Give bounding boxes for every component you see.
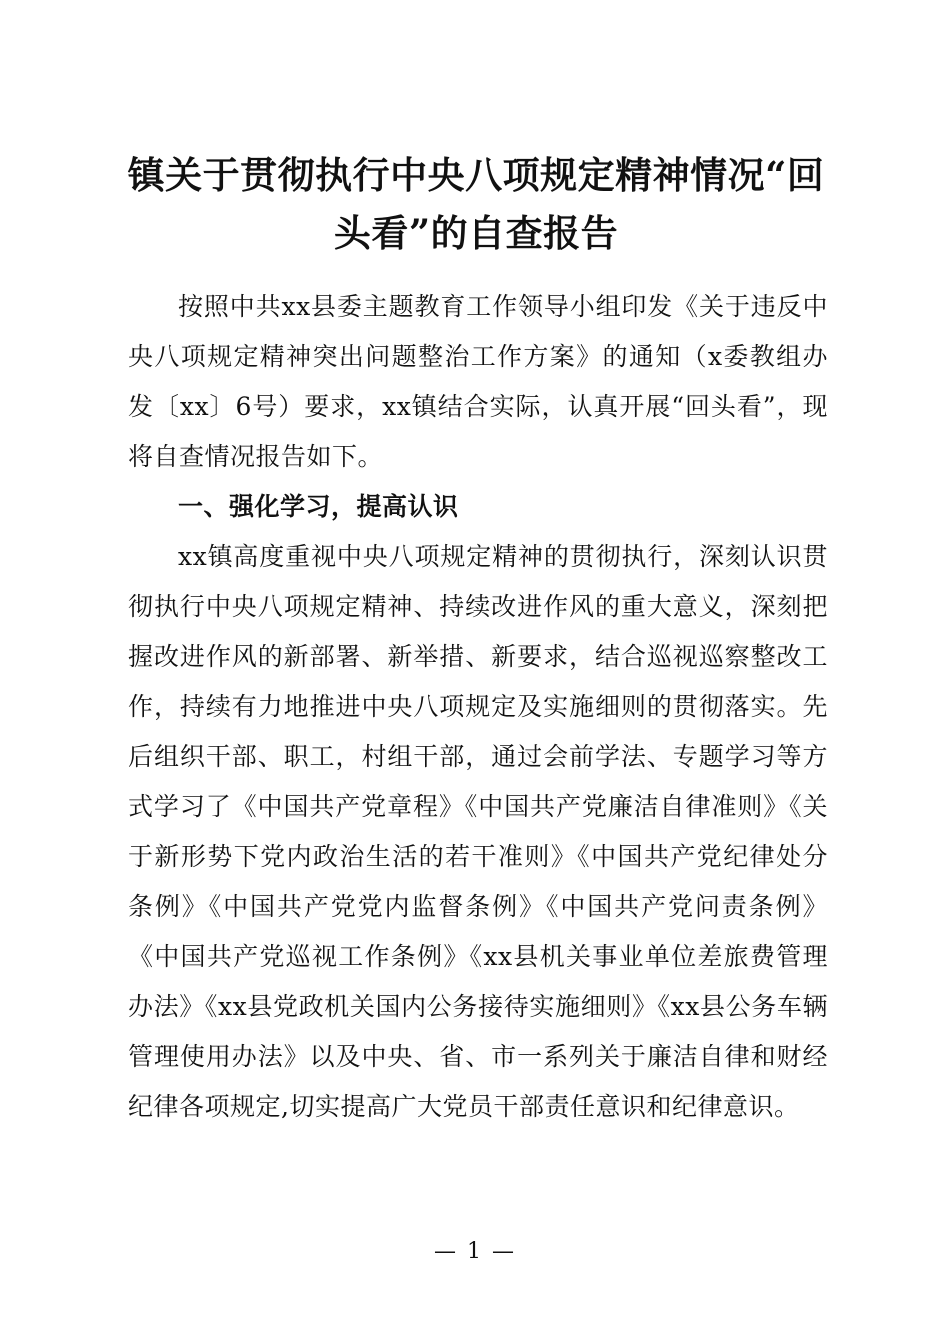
document-title: 镇关于贯彻执行中央八项规定精神情况“回头看”的自查报告 [127, 153, 825, 255]
document-body [128, 282, 828, 1132]
section-heading-1: 一、强化学习，提高认识 [178, 492, 459, 521]
section-paragraph-1: xx镇高度重视中央八项规定精神的贯彻执行，深刻认识贯彻执行中央八项规定精神、持续改进作风的重大意义，深刻把握改进作风的新部署、新举措、新要求，结合巡视巡察整改工作，持续有力地推进中央八项规定及实施细则的贯彻落实。先后组织干部、职工，村组干部，通过会前学法、专题学习等方式学习了《中国共产党章程》《中国共产党廉洁自律准则》《关于新形势下党内政治生活的若干准则》《中国共产党纪律处分条例》《中国共产党党内监督条例》《中国共产党问责条例》《中国共产党巡视工作条例》《xx县机关事业单位差旅费管理办法》《xx县党政机关国内公务接待实施细则》《xx县公务车辆管理使用办法》以及中央、省、市一系列关于廉洁自律和财经纪律各项规定,切实提高广大党员干部责任意识和纪律意识。 [128, 542, 828, 1121]
intro-paragraph: 按照中共xx县委主题教育工作领导小组印发《关于违反中央八项规定精神突出问题整治工作方案》的通知（x委教组办发〔xx〕6号）要求，xx镇结合实际，认真开展“回头看”，现将自查情况报告如下。 [128, 292, 828, 471]
page-number: — 1 — [434, 1239, 516, 1264]
